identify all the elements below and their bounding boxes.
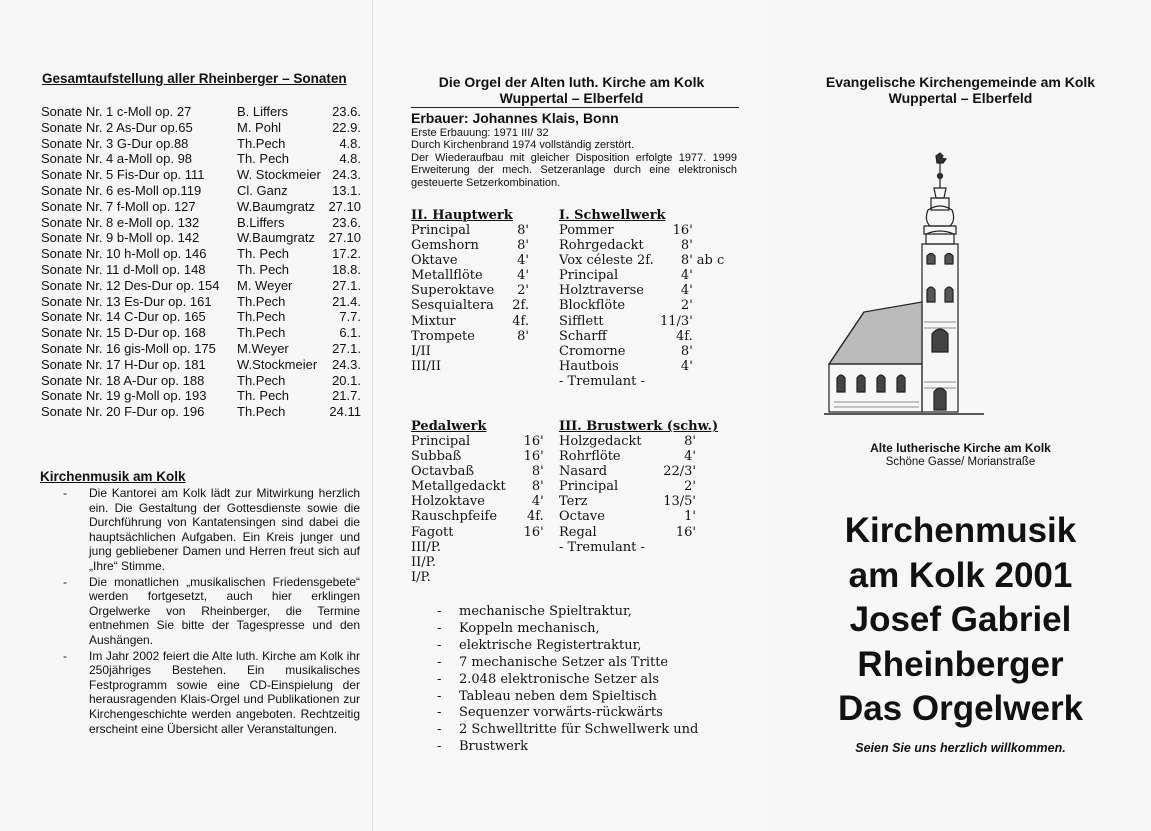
stop-row — [559, 509, 696, 524]
sonate-date: 18.8. — [332, 261, 361, 277]
kirchenmusik-item: - Im Jahr 2002 feiert die Alte luth. Kirche am Kolk ihr 250jähriges Bestehen. Ein musikalisches Festprogramm sowie eine CD-Einspielung der herausragenden Klais-Orgel und Publikationen zur Kirchengeschichte werden angeboten. Rechtzeitig erscheint eine Übersicht aller Veranstaltungen. — [60, 649, 360, 737]
sonate-date: 21.4. — [332, 293, 361, 309]
stop-name: Regal — [559, 524, 597, 540]
stop-size: 4' — [680, 268, 693, 284]
stop-row — [559, 314, 724, 329]
feature-item: - mechanische Spieltraktur, — [431, 604, 698, 621]
sonate-row — [41, 388, 361, 404]
stop-name: Oktave — [411, 253, 458, 269]
schwellwerk-stops — [559, 223, 724, 389]
stop-name: Superoktave — [411, 283, 495, 299]
sonate-row — [41, 309, 361, 325]
sonate-name: Sonate Nr. 5 Fis-Dur op. 111 — [41, 167, 205, 183]
stop-size: 8' — [684, 434, 696, 449]
stop-note — [693, 329, 725, 344]
stop-name: Gemshorn — [411, 238, 479, 254]
stop-row — [559, 374, 724, 389]
stop-size — [501, 344, 529, 359]
stop-row — [411, 509, 544, 524]
stop-name: Trompete — [411, 328, 475, 344]
kirchenmusik-list — [60, 486, 360, 737]
stop-row — [559, 223, 724, 238]
stop-row — [559, 494, 696, 509]
stop-row — [411, 449, 544, 464]
organ-info-line: Der Wiederaufbau mit gleicher Disposition erfolgte 1977. 1999 Erweiterung der mech. Setzeranlage durch eine elektronisch gesteuerte Setzerkombination. — [411, 151, 737, 189]
sonaten-table — [41, 104, 361, 420]
stop-name: Sesquialtera — [411, 298, 494, 314]
sonate-date: 6.1. — [339, 325, 361, 341]
sonate-row — [41, 357, 361, 373]
sonate-performer: Th.Pech — [237, 372, 286, 388]
stop-row — [559, 253, 724, 268]
organ-info-line: Erste Erbauung: 1971 III/ 32 — [411, 127, 549, 139]
stop-row — [411, 494, 544, 509]
organ-title-line1: Die Orgel der Alten luth. Kirche am Kolk — [438, 74, 705, 90]
stop-name: I/II — [411, 343, 431, 359]
stop-name: Terz — [559, 494, 588, 510]
stop-size: 8' — [517, 223, 529, 238]
sonaten-title: Gesamtaufstellung aller Rheinberger – Sonaten — [42, 71, 347, 86]
sonate-name: Sonate Nr. 4 a-Moll op. 98 — [41, 151, 193, 167]
sonate-name: Sonate Nr. 15 D-Dur op. 168 — [41, 325, 206, 341]
sonate-name: Sonate Nr. 8 e-Moll op. 132 — [41, 214, 200, 230]
stop-row — [559, 540, 696, 555]
sonate-date: 4.8. — [339, 135, 361, 151]
stop-size: 4f. — [676, 328, 693, 344]
sonate-row — [41, 325, 361, 341]
sonate-date: 23.6. — [332, 104, 361, 119]
title-divider — [411, 107, 739, 108]
schwellwerk-title: I. Schwellwerk — [559, 208, 666, 223]
sonate-name: Sonate Nr. 6 es-Moll op.119 — [41, 182, 202, 198]
stop-row — [411, 540, 544, 555]
feature-item: - Brustwerk — [431, 739, 698, 756]
stop-row — [411, 253, 529, 268]
stop-name: Pommer — [559, 223, 614, 238]
kirchenmusik-item: - Die monatlichen „musikalischen Friedensgebete“ werden fortgesetzt, auch hier erklingen Orgelwerke von Rheinberger, die Termine entnehmen Sie bitte der Tagespresse und den Aushängen. — [60, 575, 360, 648]
sonate-date: 27.10 — [328, 230, 361, 246]
sonate-performer: M. Pohl — [237, 119, 282, 135]
sonate-row — [41, 183, 361, 199]
stop-note — [693, 238, 725, 253]
stop-row — [411, 464, 544, 479]
stop-row — [559, 344, 724, 359]
kirchenmusik-title: Kirchenmusik am Kolk — [40, 469, 186, 484]
stop-size — [654, 540, 696, 555]
program-title-line: Josef Gabriel — [849, 600, 1072, 639]
welcome-text: Seien Sie uns herzlich willkommen. — [855, 741, 1066, 755]
sonate-performer: W.Stockmeier — [237, 356, 318, 372]
sonate-row — [41, 404, 361, 420]
stop-size: 1' — [684, 509, 696, 525]
stop-row — [411, 479, 544, 494]
stop-row — [559, 329, 724, 344]
sonate-row — [41, 262, 361, 278]
stop-name: Vox céleste 2f. — [559, 253, 654, 269]
organ-info — [411, 127, 737, 189]
organ-title-line2: Wuppertal – Elberfeld — [499, 90, 644, 106]
stop-row — [411, 268, 529, 283]
stop-name: Blockflöte — [559, 298, 626, 314]
sonate-row — [41, 167, 361, 183]
sonate-performer: W.Baumgratz — [237, 198, 316, 214]
sonate-date: 27.1. — [332, 277, 361, 293]
stop-row — [411, 434, 544, 449]
stop-row — [411, 283, 529, 298]
stop-row — [559, 359, 724, 374]
sonate-date: 24.3. — [332, 356, 361, 372]
brustwerk-title: III. Brustwerk (schw.) — [559, 419, 719, 434]
sonate-row — [41, 104, 361, 120]
stop-size — [506, 570, 544, 585]
stop-size: 2' — [680, 298, 693, 314]
program-title — [770, 509, 1151, 732]
stop-note — [693, 268, 725, 283]
sonate-date: 22.9. — [332, 119, 361, 135]
stop-row — [559, 464, 696, 479]
sonate-name: Sonate Nr. 18 A-Dur op. 188 — [41, 372, 205, 388]
sonate-performer: Th.Pech — [237, 404, 286, 420]
stop-size: 4f. — [527, 509, 544, 525]
hauptwerk-title: II. Hauptwerk — [411, 208, 513, 223]
feature-item: - 2 Schwelltritte für Schwellwerk und — [431, 722, 698, 739]
congregation-city: Wuppertal – Elberfeld — [888, 90, 1033, 106]
stop-name: Hautbois — [559, 358, 619, 374]
sonate-date: 24.11 — [329, 404, 361, 420]
stop-row — [559, 268, 724, 283]
brustwerk-stops — [559, 434, 696, 555]
stop-row — [559, 525, 696, 540]
stop-name: III/II — [411, 358, 442, 374]
stop-name: Scharff — [559, 328, 607, 344]
stop-row — [559, 434, 696, 449]
sonate-name: Sonate Nr. 7 f-Moll op. 127 — [41, 198, 196, 214]
sonate-row — [41, 120, 361, 136]
sonate-performer: Th.Pech — [237, 135, 286, 151]
stop-row — [411, 329, 529, 344]
sonate-row — [41, 294, 361, 310]
stop-note: ab c — [696, 253, 725, 269]
sonate-performer: M.Weyer — [237, 340, 289, 356]
sonate-name: Sonate Nr. 20 F-Dur op. 196 — [41, 404, 205, 420]
stop-size: 11/3' — [660, 313, 693, 329]
sonate-performer: Th. Pech — [237, 246, 290, 262]
stop-name: Subbaß — [411, 449, 462, 465]
stop-name: Rohrflöte — [559, 449, 621, 465]
stop-size: 13/5' — [663, 494, 696, 510]
left-panel — [0, 0, 372, 831]
sonate-row — [41, 199, 361, 215]
sonate-name: Sonate Nr. 16 gis-Moll op. 175 — [41, 340, 216, 356]
stop-size: 8' — [680, 238, 693, 254]
feature-item: - Sequenzer vorwärts-rückwärts — [431, 705, 698, 722]
stop-size: 16' — [523, 449, 544, 465]
sonate-date: 23.6. — [332, 214, 361, 230]
stop-name: Fagott — [411, 524, 454, 540]
stop-note — [693, 314, 725, 329]
sonate-date: 17.2. — [332, 246, 361, 262]
sonate-performer: Cl. Ganz — [237, 182, 288, 198]
sonate-name: Sonate Nr. 3 G-Dur op.88 — [41, 135, 189, 151]
sonate-date: 24.3. — [332, 167, 361, 183]
organ-features — [431, 604, 698, 756]
stop-row — [559, 298, 724, 313]
stop-name: Octavbaß — [411, 464, 475, 480]
sonate-performer: Th.Pech — [237, 309, 286, 325]
sonate-date: 7.7. — [339, 309, 361, 325]
stop-name: Principal — [559, 268, 619, 284]
stop-size — [501, 359, 529, 374]
kirchenmusik-item: - Die Kantorei am Kolk lädt zur Mitwirkung herzlich ein. Die Gestaltung der Gottesdienste sowie die Durchführung von Kantatensingen sind dabei die hauptsächlichen Aufgaben. Ein Kreis junger und jung gebliebener Damen und Herren freut sich auf „Ihre“ Stimme. — [60, 486, 360, 574]
sonate-date: 27.1. — [332, 340, 361, 356]
stop-name: - Tremulant - — [559, 373, 645, 389]
organ-title — [373, 74, 770, 106]
stop-size: 8' — [680, 253, 693, 269]
right-panel — [770, 0, 1151, 831]
sonate-row — [41, 215, 361, 231]
sonate-name: Sonate Nr. 9 b-Moll op. 142 — [41, 230, 200, 246]
stop-name: Mixtur — [411, 313, 456, 329]
stop-size: 16' — [672, 223, 693, 238]
sonate-name: Sonate Nr. 10 h-Moll op. 146 — [41, 246, 207, 262]
organ-info-line: Durch Kirchenbrand 1974 vollständig zerstört. — [411, 139, 635, 152]
sonate-date: 20.1. — [332, 372, 361, 388]
program-title-line: Rheinberger — [857, 644, 1064, 684]
stop-size: 16' — [675, 524, 696, 540]
stop-name: Nasard — [559, 464, 608, 480]
congregation-header — [770, 74, 1151, 106]
stop-size: 8' — [517, 328, 529, 344]
stop-size: 2f. — [512, 298, 529, 314]
middle-panel — [372, 0, 771, 831]
stop-size: 4' — [680, 358, 693, 374]
stop-row — [411, 525, 544, 540]
sonate-name: Sonate Nr. 14 C-Dur op. 165 — [41, 309, 206, 325]
stop-size: 8' — [680, 343, 693, 359]
program-title-line: Kirchenmusik — [844, 511, 1077, 550]
stop-note — [693, 359, 725, 374]
stop-name: Octave — [559, 509, 605, 525]
stop-size — [506, 540, 544, 555]
stop-size: 4' — [517, 253, 529, 269]
stop-name: Holzoktave — [411, 494, 485, 510]
sonate-performer: B.Liffers — [237, 214, 285, 230]
sonate-name: Sonate Nr. 17 H-Dur op. 181 — [41, 356, 206, 372]
stop-name: Cromorne — [559, 343, 626, 359]
sonate-name: Sonate Nr. 19 g-Moll op. 193 — [41, 388, 207, 404]
stop-size: 2' — [517, 283, 529, 299]
stop-size: 4' — [680, 283, 693, 299]
organ-builder: Erbauer: Johannes Klais, Bonn — [411, 110, 619, 126]
stop-size: 8' — [531, 464, 544, 480]
stop-name: II/P. — [411, 554, 436, 570]
program-title-line: Das Orgelwerk — [837, 689, 1084, 728]
sonate-performer: B. Liffers — [237, 104, 289, 119]
stop-row — [559, 479, 696, 494]
sonate-performer: W.Baumgratz — [237, 230, 316, 246]
stop-name: Principal — [559, 479, 619, 495]
stop-size: 8' — [517, 238, 529, 254]
stop-row — [411, 555, 544, 570]
stop-name: Holzgedackt — [559, 434, 642, 449]
stop-row — [411, 314, 529, 329]
stop-name: Sifflett — [559, 313, 604, 329]
feature-item: - 7 mechanische Setzer als Tritte — [431, 655, 698, 672]
stop-size: 16' — [523, 434, 544, 449]
sonate-performer: Th. Pech — [237, 261, 290, 277]
stop-size — [506, 555, 544, 570]
stop-note — [693, 344, 725, 359]
sonate-date: 13.1. — [332, 182, 361, 198]
stop-size: 22/3' — [663, 464, 696, 480]
pedalwerk-title: Pedalwerk — [411, 419, 487, 434]
sonate-row — [41, 341, 361, 357]
sonate-row — [41, 246, 361, 262]
stop-size: 8' — [531, 479, 544, 495]
sonate-performer: Th.Pech — [237, 325, 286, 341]
sonate-name: Sonate Nr. 11 d-Moll op. 148 — [41, 261, 206, 277]
sonate-performer: M. Weyer — [237, 277, 293, 293]
sonate-performer: Th. Pech — [237, 388, 290, 404]
stop-row — [411, 223, 529, 238]
program-title-line: am Kolk 2001 — [848, 555, 1073, 595]
stop-note — [693, 223, 725, 238]
stop-row — [411, 359, 529, 374]
stop-size — [654, 374, 693, 389]
stop-name: - Tremulant - — [559, 539, 645, 555]
church-address: Schöne Gasse/ Morianstraße — [885, 456, 1036, 468]
stop-size: 4' — [531, 494, 544, 510]
stop-size: 16' — [523, 524, 544, 540]
stop-name: Metallflöte — [411, 268, 483, 284]
hauptwerk-stops — [411, 223, 529, 374]
sonate-performer: Th. Pech — [237, 151, 290, 167]
sonate-date: 21.7. — [332, 388, 361, 404]
sonate-name: Sonate Nr. 13 Es-Dur op. 161 — [41, 293, 212, 309]
sonate-row — [41, 278, 361, 294]
sonate-date: 4.8. — [339, 151, 361, 167]
stop-size: 4f. — [512, 313, 529, 329]
sonate-row — [41, 230, 361, 246]
stop-size: 2' — [684, 479, 696, 495]
feature-item: - 2.048 elektronische Setzer als — [431, 672, 698, 689]
sonate-row — [41, 136, 361, 152]
stop-row — [411, 570, 544, 585]
stop-name: Principal — [411, 223, 471, 238]
stop-name: Rohrgedackt — [559, 238, 644, 254]
sonate-performer: Th.Pech — [237, 293, 286, 309]
sonate-row — [41, 373, 361, 389]
sonate-name: Sonate Nr. 12 Des-Dur op. 154 — [41, 277, 220, 293]
stop-row — [559, 238, 724, 253]
congregation-name: Evangelische Kirchengemeinde am Kolk — [825, 74, 1096, 90]
sonate-date: 27.10 — [328, 198, 361, 214]
sonate-performer: W. Stockmeier — [237, 167, 321, 183]
stop-size: 4' — [517, 268, 529, 284]
feature-item: - elektrische Registertraktur, — [431, 638, 698, 655]
stop-name: I/P. — [411, 569, 431, 585]
pedalwerk-stops — [411, 434, 544, 585]
stop-name: Metallgedackt — [411, 479, 506, 495]
church-caption: Alte lutherische Kirche am Kolk — [870, 441, 1051, 455]
stop-note — [693, 298, 725, 313]
stop-note — [693, 283, 725, 298]
church-illustration — [824, 152, 984, 422]
feature-item: - Tableau neben dem Spieltisch — [431, 689, 698, 706]
stop-row — [411, 344, 529, 359]
stop-row — [559, 283, 724, 298]
sonate-row — [41, 151, 361, 167]
stop-row — [559, 449, 696, 464]
sonate-name: Sonate Nr. 2 As-Dur op.65 — [41, 119, 193, 135]
stop-name: Holztraverse — [559, 283, 644, 299]
stop-name: III/P. — [411, 539, 442, 555]
feature-item: - Koppeln mechanisch, — [431, 621, 698, 638]
stop-name: Principal — [411, 434, 471, 449]
stop-name: Rauschpfeife — [411, 509, 498, 525]
stop-row — [411, 298, 529, 313]
stop-size: 4' — [684, 449, 696, 465]
stop-note — [693, 374, 725, 389]
sonate-name: Sonate Nr. 1 c-Moll op. 27 — [41, 104, 192, 119]
stop-row — [411, 238, 529, 253]
